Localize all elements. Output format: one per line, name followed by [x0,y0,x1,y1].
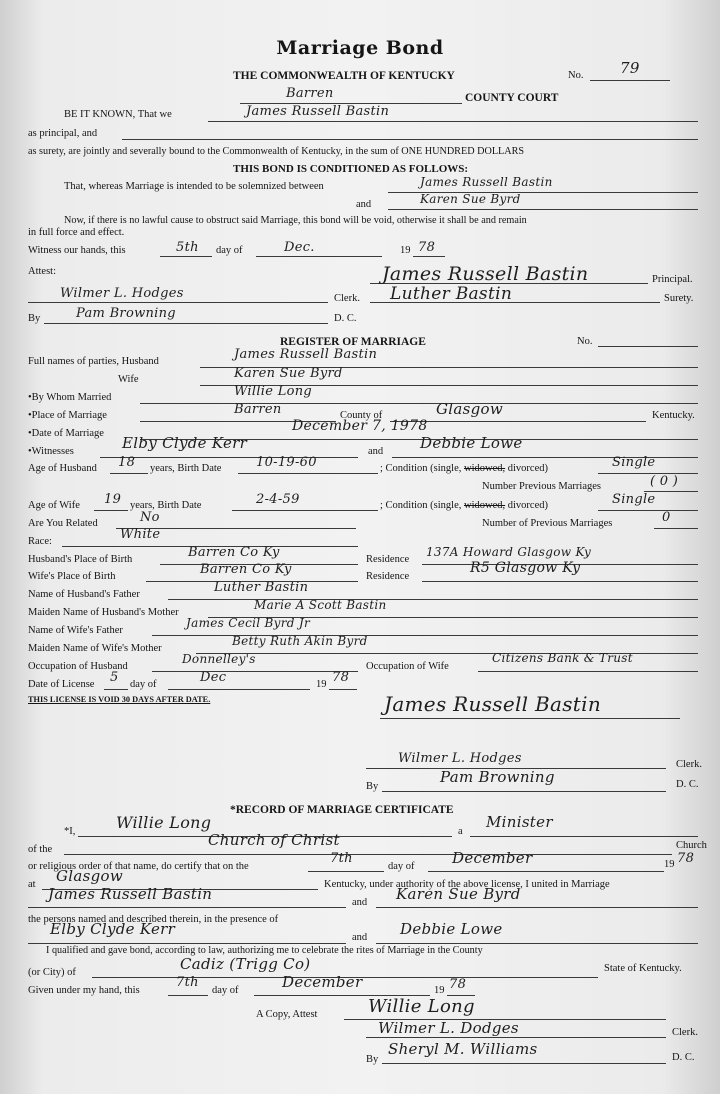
church-line [64,854,672,855]
age-wife-line [94,510,128,511]
register-no-label: No. [577,336,593,347]
witness1-value: Elby Clyde Kerr [122,434,248,452]
conditioned-heading: THIS BOND IS CONDITIONED AS FOLLOWS: [233,163,469,175]
register-heading: REGISTER OF MARRIAGE [280,336,426,348]
license-day-line [104,689,128,690]
cert-clerk-label: Clerk. [672,1027,698,1038]
attest-label: Attest: [28,266,56,277]
witness-hands-label: Witness our hands, this [28,245,126,256]
surety-signature: Luther Bastin [390,284,513,304]
h-residence-value: 137A Howard Glasgow Ky [426,545,592,559]
place-value: Barren [234,402,282,417]
register-by-signature: Pam Browning [440,768,555,786]
cert-and-label: and [352,897,368,908]
clerk-sig-line [28,302,328,303]
cert-day-of: day of [388,861,415,872]
party2-name: Karen Sue Byrd [420,192,521,206]
document-title: Marriage Bond [276,37,444,59]
cert-by-signature: Sheryl M. Williams [388,1040,538,1058]
register-clerk-signature: Wilmer L. Hodges [398,751,522,766]
cert-officiant-signature: Willie Long [368,996,475,1017]
at-label: at [28,879,36,890]
by-whom-line [140,403,698,404]
by-label: By [28,313,41,324]
given-hand-label: Given under my hand, this [28,985,140,996]
cert-party2-line [376,907,698,908]
occ-wife-value: Citizens Bank & Trust [492,651,633,665]
principal-signature: James Russell Bastin [382,263,589,285]
birth-husband-line [238,473,378,474]
cert-month: December [452,849,533,867]
witness-and-label: and [368,446,384,457]
register-county-value: Glasgow [436,400,503,418]
race-value: White [120,527,161,542]
birth-husband-value: 10-19-60 [256,455,317,470]
occ-husband-label: Occupation of Husband [28,661,128,672]
dc-label: D. C. [334,313,357,324]
year-prefix: 19 [400,245,411,256]
w-residence-label: Residence [366,571,410,582]
age-husband-line [110,473,148,474]
wife-father-label: Name of Wife's Father [28,625,123,636]
given-day: 7th [176,975,199,990]
husband-mother-label: Maiden Name of Husband's Mother [28,607,179,618]
clerk-signature: Wilmer L. Hodges [60,286,184,301]
condition-w-value: Single [612,492,656,507]
date-value: December 7, 1978 [292,418,428,434]
condition-h-label [380,463,548,475]
place-label: •Place of Marriage [28,410,107,421]
cert-by-line [382,1063,666,1064]
witness-month-line [256,256,382,257]
register-by-label: By [366,781,379,792]
as-surety-text: as surety, are jointly and severally bound to the Commonwealth of Kentucky, in the sum of ONE HUNDRED DOLLARS [28,146,525,157]
authority-text: Kentucky, under authority of the above license, I united in Marriage [324,879,610,890]
church-name: Church of Christ [208,831,340,849]
num-prev-w-value: 0 [662,510,671,525]
cert-party1-line [28,907,346,908]
occ-husband-line [152,671,358,672]
license-date-label: Date of License [28,679,95,690]
county-value: Barren [286,86,334,101]
given-month: December [282,973,363,991]
license-year: 78 [332,670,350,685]
race-label: Race: [28,536,52,547]
cert-witness-and: and [352,932,368,943]
as-principal-label: as principal, and [28,128,98,139]
h-residence-label: Residence [366,554,410,565]
date-label: •Date of Marriage [28,428,104,439]
cert-month-line [428,871,664,872]
at-place: Glasgow [56,867,123,885]
cert-witness1: Elby Clyde Kerr [50,920,176,938]
wife-name: Karen Sue Byrd [234,366,343,381]
license-year-prefix: 19 [316,679,327,690]
occ-husband-value: Donnelley's [182,652,256,666]
cert-i-label: *I, [64,826,76,837]
register-signature: James Russell Bastin [384,692,602,716]
cert-dc-label: D. C. [672,1052,695,1063]
witness1-line [100,457,358,458]
register-clerk-label: Clerk. [676,759,702,770]
given-day-of: day of [212,985,239,996]
officiant-title: Minister [486,813,553,831]
whereas-text: That, whereas Marriage is intended to be solemnized between [64,181,324,192]
state-ky-label: State of Kentucky. [604,963,682,974]
license-day-of: day of [130,679,157,690]
surety-line [122,139,698,140]
husband-mother-value: Marie A Scott Bastin [254,598,387,612]
cert-witness2-line [376,943,698,944]
husband-name: James Russell Bastin [234,347,378,362]
day-of-label: day of [216,245,243,256]
qualified-text: I qualified and gave bond, according to law, authorizing me to celebrate the rites of Marriage in the County [46,945,483,956]
birth-wife-line [232,510,378,511]
cert-party1: James Russell Bastin [48,885,213,903]
condition-h-value: Single [612,455,656,470]
religious-order-text: or religious order of that name, do certify that on the [28,861,249,872]
county-court-label: COUNTY COURT [465,92,559,104]
related-label: Are You Related [28,518,98,529]
and-label: and [356,199,372,210]
condition-w-label [380,500,548,512]
county-of-label: County of [340,410,383,421]
wife-birthplace-label: Wife's Place of Birth [28,571,116,582]
witness-day: 5th [176,240,199,255]
cert-day: 7th [330,851,353,866]
cert-year: 78 [677,851,695,866]
cert-year-prefix: 19 [664,859,675,870]
divorced-w-label: divorced) [507,500,548,511]
condition-w-line [598,510,698,511]
num-prev-w-line [654,528,698,529]
num-prev-w-label: Number of Previous Marriages [482,518,613,529]
condition-h-prefix: ; Condition (single, [380,463,462,474]
husband-father-line [168,599,698,600]
license-month-line [168,689,310,690]
cert-witness2: Debbie Lowe [400,920,503,938]
husband-father-label: Name of Husband's Father [28,589,140,600]
clerk-label: Clerk. [334,293,360,304]
by-whom-label: •By Whom Married [28,392,112,403]
husband-birthplace-label: Husband's Place of Birth [28,554,133,565]
bond-no-line [590,80,670,81]
w-residence-line [422,581,698,582]
wife-mother-value: Betty Ruth Akin Byrd [232,634,368,648]
license-day: 5 [110,670,119,685]
by-whom-value: Willie Long [234,384,313,399]
bond-no-label: No. [568,70,584,81]
widowed-struck: widowed, [464,463,506,474]
now-if-text: Now, if there is no lawful cause to obstruct said Marriage, this bond will be void, otherwise it shall be and remain [64,215,527,226]
husband-birthplace-value: Barren Co Ky [188,545,280,560]
cert-clerk-signature: Wilmer L. Dodges [378,1019,519,1037]
age-husband-value: 18 [118,455,136,470]
persons-text: the persons named and described therein, in the presence of [28,914,279,925]
church-label: Church [676,840,707,851]
officiant-name: Willie Long [116,813,212,832]
void-notice: THIS LICENSE IS VOID 30 DAYS AFTER DATE. [28,695,211,704]
num-prev-h-label: Number Previous Marriages [482,481,601,492]
commonwealth-heading: THE COMMONWEALTH OF KENTUCKY [233,70,455,82]
years-birth-label: years, Birth Date [150,463,222,474]
given-day-line [168,995,208,996]
witness-month: Dec. [284,240,315,255]
cert-party2: Karen Sue Byrd [396,885,521,903]
full-force-text: in full force and effect. [28,227,125,238]
license-year-line [329,689,357,690]
by-signature: Pam Browning [76,306,176,321]
husband-label: Full names of parties, Husband [28,356,159,367]
cert-clerk-line [366,1037,666,1038]
given-year: 78 [449,977,467,992]
title-line [470,836,698,837]
register-sig-line [380,718,680,719]
cert-by-label: By [366,1054,379,1065]
be-it-known-label: BE IT KNOWN, That we [64,109,172,120]
occ-wife-label: Occupation of Wife [366,661,449,672]
register-by-line [382,791,666,792]
principal-label: Principal. [652,274,693,285]
age-wife-label: Age of Wife [28,500,80,511]
principal-line [208,121,698,122]
age-husband-label: Age of Husband [28,463,97,474]
license-month: Dec [200,670,227,685]
witness-day-line [160,256,212,257]
party1-name: James Russell Bastin [420,175,553,189]
condition-h-line [598,473,698,474]
register-county-line [390,421,646,422]
register-no-line [598,346,698,347]
witness-year: 78 [418,240,436,255]
wife-label: Wife [118,374,139,385]
city-value: Cadiz (Trigg Co) [180,955,311,973]
years-birth-w-label: years, Birth Date [130,500,202,511]
related-value: No [140,510,160,525]
divorced-label: divorced) [507,463,548,474]
kentucky-label: Kentucky. [652,410,695,421]
age-wife-value: 19 [104,492,122,507]
register-dc-label: D. C. [676,779,699,790]
or-city-label: (or City) of [28,967,76,978]
copy-attest-label: A Copy, Attest [256,1009,318,1020]
witness2-value: Debbie Lowe [420,434,523,452]
surety-label: Surety. [664,293,694,304]
num-prev-h-value: ( 0 ) [650,474,679,489]
w-residence-value: R5 Glasgow Ky [470,560,581,576]
husband-father-value: Luther Bastin [214,580,309,595]
cert-day-line [308,871,384,872]
given-year-prefix: 19 [434,985,445,996]
occ-wife-line [478,671,698,672]
birth-wife-value: 2-4-59 [256,492,300,507]
condition-w-prefix: ; Condition (single, [380,500,462,511]
bond-number: 79 [620,59,640,77]
wife-birthplace-value: Barren Co Ky [200,562,292,577]
wife-mother-label: Maiden Name of Wife's Mother [28,643,162,654]
principal-name: James Russell Bastin [246,104,390,119]
party2-line [388,209,698,210]
certificate-heading: *RECORD OF MARRIAGE CERTIFICATE [230,804,454,816]
by-sig-line [44,323,328,324]
wife-father-value: James Cecil Byrd Jr [186,616,310,630]
widowed-w-struck: widowed, [464,500,506,511]
year-line [413,256,445,257]
cert-witness1-line [28,943,346,944]
witnesses-label: •Witnesses [28,446,74,457]
of-the-label: of the [28,844,53,855]
cert-a-label: a [458,826,463,837]
